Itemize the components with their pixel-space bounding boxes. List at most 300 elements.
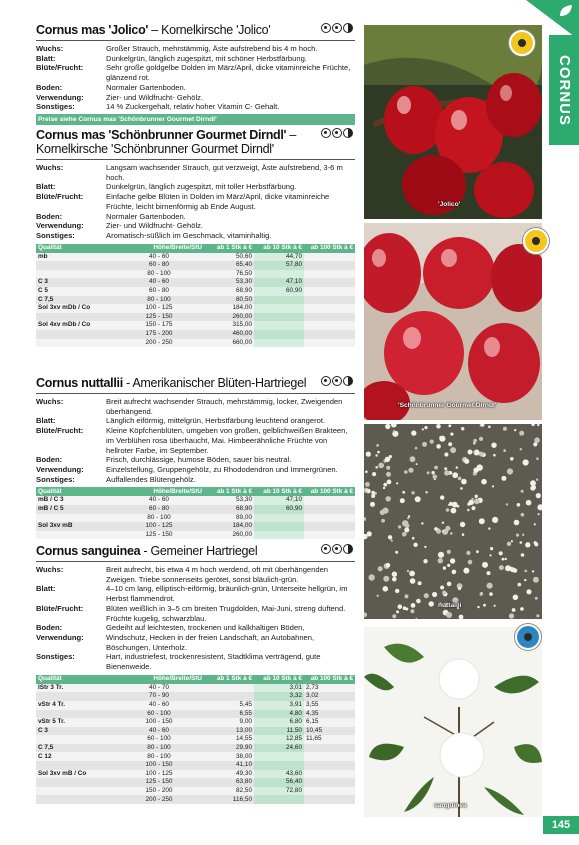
table-cell: 4,80 [254,710,304,719]
table-row [36,321,355,330]
title-german: - Gemeiner Hartriegel [140,544,258,558]
value-boden: Gedeiht auf leichtesten, trockenen und kalkhaltigen Böden, [106,623,305,633]
table-cell [304,744,355,753]
table-cell [36,270,114,279]
table-row [36,287,355,296]
label-verwendung: Verwendung: [36,92,84,102]
table-cell [36,330,114,339]
table-cell [304,787,355,796]
label-verwendung: Verwendung: [36,632,84,642]
table-cell [304,296,355,305]
table-cell: 53,30 [204,496,254,505]
value-sonstiges: Auffallendes Blütengehölz. [106,474,196,484]
table-cell: vStr 5 Tr. [36,718,114,727]
table-cell: 43,60 [254,770,304,779]
table-cell: 315,00 [204,321,254,330]
value-blatt: Länglich eiförmig, mittelgrün, Herbstfärbung leuchtend orangerot. [106,416,326,426]
table-cell: 200 - 250 [114,795,204,804]
table-cell: C 3 [36,278,114,287]
column-header-ab1: ab 1 Stk à € [204,487,254,496]
table-row [36,701,355,710]
table-cell [304,330,355,339]
column-header-qualitaet: Qualität [36,244,114,253]
table-cell: 9,00 [204,718,254,727]
table-cell: 3,01 [254,684,304,693]
table-cell [304,496,355,505]
photo-schoenbrunner [364,223,542,420]
table-cell: C 5 [36,287,114,296]
table-cell [304,278,355,287]
table-cell: 260,00 [204,531,254,540]
sun-icon [332,23,342,33]
table-cell: 80 - 100 [114,270,204,279]
location-symbols [321,376,353,386]
table-row [36,330,355,339]
table-cell: 40 - 70 [114,684,204,693]
sun-icon [321,128,331,138]
table-cell [254,296,304,305]
table-cell: 29,90 [204,744,254,753]
table-cell: 40 - 60 [114,253,204,262]
column-header-ab1: ab 1 Stk à € [204,244,254,253]
table-cell: 80 - 100 [114,752,204,761]
column-header-ab10: ab 10 Stk à € [254,244,304,253]
label-boden: Boden: [36,623,63,633]
table-row [36,296,355,305]
table-cell: 2,73 [304,684,355,693]
table-cell: 68,90 [204,287,254,296]
table-cell: 40 - 60 [114,278,204,287]
table-cell: 70 - 90 [114,692,204,701]
photo-sanguinea [364,627,542,817]
table-cell: 11,65 [304,735,355,744]
value-boden: Normaler Gartenboden. [106,211,186,221]
table-cell: 89,00 [204,514,254,523]
label-wuchs: Wuchs: [36,565,64,574]
table-cell: 100 - 150 [114,761,204,770]
table-cell: 47,10 [254,278,304,287]
table-cell [36,735,114,744]
title-latin: Cornus nuttallii [36,376,123,390]
properties [36,163,355,241]
table-cell: 38,00 [204,752,254,761]
column-header-ab10: ab 10 Stk à € [254,675,304,684]
table-cell: vStr 4 Tr. [36,701,114,710]
label-sonstiges: Sonstiges: [36,230,75,240]
properties [36,44,355,112]
location-symbols [321,128,353,138]
table-cell: 13,00 [204,727,254,736]
table-cell: 68,90 [204,505,254,514]
table-row [36,795,355,804]
table-cell [254,321,304,330]
table-cell: Sol 4xv mDb / Co [36,321,114,330]
value-bluete: Blüten weißlich in 3–5 cm breiten Trugdolden, Mai-Juni, streng duftend. Früchte kugelig, schwarzblau. [106,603,346,623]
product-title [36,23,355,37]
label-blatt: Blatt: [36,416,56,426]
column-header-ab1: ab 1 Stk à € [204,675,254,684]
table-cell: 80 - 100 [114,296,204,305]
table-cell [304,261,355,270]
table-cell [36,261,114,270]
table-row [36,270,355,279]
table-cell: 63,80 [204,778,254,787]
table-cell: 660,00 [204,339,254,348]
label-bluete: Blüte/Frucht: [36,63,84,73]
column-header-ab10: ab 10 Stk à € [254,487,304,496]
table-row [36,531,355,540]
table-cell: 56,40 [254,778,304,787]
table-row [36,692,355,701]
table-row [36,752,355,761]
table-cell [304,287,355,296]
section-tab-label [549,35,579,145]
table-cell: 3,02 [304,692,355,701]
table-cell: 12,85 [254,735,304,744]
table-row [36,770,355,779]
value-wuchs: Großer Strauch, mehrstämmig, Äste aufstrebend bis 4 m hoch. [106,44,318,53]
sun-icon [332,128,342,138]
price-table [36,244,355,348]
photo-nuttallii [364,424,542,619]
table-cell: 50,60 [204,253,254,262]
table-cell [304,778,355,787]
label-verwendung: Verwendung: [36,221,84,231]
location-symbols [321,544,353,554]
half-shade-icon [343,128,353,138]
value-boden: Frisch, durchlässige, humose Böden, sauer bis neutral. [106,455,292,465]
product-title [36,128,355,156]
price-note: Preise siehe Cornus mas 'Schönbrunner Gourmet Dirndl' [36,114,355,125]
table-cell: 49,30 [204,770,254,779]
column-header-qualitaet: Qualität [36,675,114,684]
table-cell: 4,35 [304,710,355,719]
table-row [36,261,355,270]
product-jolico [36,23,355,125]
table-row [36,313,355,322]
table-cell: 60,90 [254,505,304,514]
column-header-ab100: ab 100 Stk à € [304,487,355,496]
hartriegel-photo [364,627,542,817]
table-cell [36,787,114,796]
label-verwendung: Verwendung: [36,464,84,474]
label-sonstiges: Sonstiges: [36,102,75,112]
table-cell [304,321,355,330]
title-latin: Cornus sanguinea [36,544,141,558]
label-boden: Boden: [36,82,63,92]
table-cell: mB / C 3 [36,496,114,505]
value-sonstiges: Aromatisch-süßlich im Geschmack, vitaminhaltig. [106,230,272,240]
product-schoenbrunner [36,128,355,347]
table-cell [304,795,355,804]
table-cell: 184,00 [204,304,254,313]
award-badge-icon [509,30,535,56]
product-title [36,376,355,390]
table-row [36,253,355,262]
table-cell [254,531,304,540]
value-verwendung: Windschutz, Hecken in der freien Landschaft, an Autobahnen, Böschungen, Unterholz. [106,632,315,652]
table-row [36,710,355,719]
table-cell [304,339,355,348]
table-cell: 3,55 [304,701,355,710]
table-cell: C 3 [36,727,114,736]
value-verwendung: Einzelstellung, Gruppengehölz, zu Rhododendron und Immergrünen. [106,464,338,474]
table-cell: 100 - 125 [114,304,204,313]
table-cell: 184,00 [204,522,254,531]
table-cell: 100 - 125 [114,522,204,531]
value-bluete: Sehr große goldgelbe Dolden im März/April, dicke vitaminreiche Früchte, glänzend rot. [106,63,351,83]
table-cell: 80 - 100 [114,744,204,753]
label-wuchs: Wuchs: [36,44,64,53]
table-cell: 65,40 [204,261,254,270]
value-verwendung: Zier- und Wildfrucht- Gehölz. [106,221,204,231]
table-cell [36,531,114,540]
table-row [36,787,355,796]
table-cell: 60 - 100 [114,735,204,744]
table-cell: 24,60 [254,744,304,753]
table-cell: 11,50 [254,727,304,736]
divider [36,159,355,160]
table-cell: Sol 3xv mB [36,522,114,531]
table-cell [204,692,254,701]
table-cell: 40 - 60 [114,727,204,736]
table-cell: 60 - 80 [114,505,204,514]
label-boden: Boden: [36,211,63,221]
table-cell: 53,30 [204,278,254,287]
label-blatt: Blatt: [36,53,56,63]
sun-icon [332,376,342,386]
label-wuchs: Wuchs: [36,163,64,172]
table-cell [254,304,304,313]
product-sanguinea [36,544,355,804]
value-sonstiges: 14 % Zuckergehalt, relativ hoher Vitamin C- Gehalt. [106,102,280,112]
location-symbols [321,23,353,33]
divider [36,561,355,562]
table-cell [36,778,114,787]
table-cell: mb [36,253,114,262]
sun-icon [321,376,331,386]
table-cell [304,514,355,523]
value-sonstiges: Hart, industriefest, trockenresistent, Stadtklima verträgend, gute Bienenweide. [106,652,321,672]
page-number: 145 [543,816,579,834]
value-blatt: 4–10 cm lang, elliptisch-eiförmig, bräunlich-grün, Unterseite hellgrün, im Herbst flammendrot. [106,584,348,604]
table-cell [204,684,254,693]
properties [36,565,355,672]
table-row [36,514,355,523]
table-cell [254,339,304,348]
table-row [36,735,355,744]
table-cell: 80 - 100 [114,514,204,523]
table-cell: mB / C 5 [36,505,114,514]
table-cell [254,522,304,531]
price-table [36,487,355,539]
table-cell [304,505,355,514]
table-header-row [36,675,355,684]
table-cell: 6,15 [304,718,355,727]
value-wuchs: Breit aufrecht, bis etwa 4 m hoch werdend, oft mit überhängenden Zweigen. Triebe sonnenseits gerötet, sonst bläulich-grün. [106,565,329,584]
table-cell: 125 - 150 [114,778,204,787]
table-cell [304,313,355,322]
table-cell: 60 - 80 [114,287,204,296]
table-cell [254,330,304,339]
section-tab-text: CORNUS [555,54,573,126]
table-cell: 6,80 [254,718,304,727]
table-cell: 3,32 [254,692,304,701]
label-boden: Boden: [36,455,63,465]
table-cell: 14,55 [204,735,254,744]
table-cell: 150 - 175 [114,321,204,330]
table-cell [36,692,114,701]
table-cell: 260,00 [204,313,254,322]
table-cell: 60,90 [254,287,304,296]
table-header-row [36,244,355,253]
photo-caption: sanguinea [434,802,467,809]
table-cell: 80,50 [204,296,254,305]
column-header-hoehe: Höhe/Breite/StU [114,487,204,496]
table-cell [36,761,114,770]
column-header-hoehe: Höhe/Breite/StU [114,675,204,684]
value-verwendung: Zier- und Wildfrucht- Gehölz. [106,92,204,102]
photo-caption: 'Schönbrunner Gourmet Dirndl' [398,402,497,409]
table-cell [254,313,304,322]
sun-icon [321,23,331,33]
table-row [36,744,355,753]
award-badge-icon [523,228,549,254]
table-cell: 125 - 150 [114,531,204,540]
table-cell: 72,80 [254,787,304,796]
table-cell: lStr 3 Tr. [36,684,114,693]
table-row [36,522,355,531]
leaf-icon [558,4,574,18]
table-cell: C 7,5 [36,296,114,305]
table-cell: 44,70 [254,253,304,262]
cherry-photo [364,223,542,420]
table-cell [36,313,114,322]
table-row [36,505,355,514]
table-cell: 100 - 125 [114,770,204,779]
value-boden: Normaler Gartenboden. [106,82,186,92]
value-blatt: Dunkelgrün, länglich zugespitzt, mit toller Herbstfärbung. [106,182,297,192]
table-cell [254,270,304,279]
table-cell [36,795,114,804]
value-blatt: Dunkelgrün, länglich zugespitzt, mit schöner Herbstfärbung. [106,53,307,63]
table-cell: C 7,5 [36,744,114,753]
table-header-row [36,487,355,496]
table-cell: 116,50 [204,795,254,804]
product-title [36,544,355,558]
award-badge-icon [515,624,541,650]
column-header-ab100: ab 100 Stk à € [304,675,355,684]
table-cell [36,710,114,719]
column-header-hoehe: Höhe/Breite/StU [114,244,204,253]
table-row [36,278,355,287]
table-cell: 47,10 [254,496,304,505]
table-row [36,304,355,313]
table-row [36,684,355,693]
table-cell: 6,55 [204,710,254,719]
column-header-qualitaet: Qualität [36,487,114,496]
half-shade-icon [343,376,353,386]
table-row [36,718,355,727]
table-cell [36,514,114,523]
blossom-photo [364,424,542,619]
sun-icon [332,544,342,554]
table-cell: 460,00 [204,330,254,339]
table-cell: Sol 3xv mDb / Co [36,304,114,313]
table-cell: C 12 [36,752,114,761]
table-cell: 10,45 [304,727,355,736]
table-row [36,761,355,770]
table-cell [36,339,114,348]
photo-caption: nuttallii [438,602,462,609]
value-wuchs: Langsam wachsender Strauch, gut verzweigt, Äste aufstrebend, 3-6 m hoch. [106,163,343,182]
table-cell [254,795,304,804]
title-latin: Cornus mas 'Jolico' [36,23,149,37]
title-latin: Cornus mas 'Schönbrunner Gourmet Dirndl' [36,128,287,142]
value-bluete: Kleine Köpfchenblüten, umgeben von großen, gelblichweißen Brakteen, im Verblühen rosa überhaucht, Mai. Himbeerähnliche Früchte von hellroter Farbe, im September. [106,426,348,455]
table-cell [304,522,355,531]
sun-icon [321,544,331,554]
table-cell: 3,91 [254,701,304,710]
table-cell [304,304,355,313]
table-cell [254,514,304,523]
table-cell: Sol 3xv mB / Co [36,770,114,779]
divider [36,40,355,41]
table-cell [304,770,355,779]
value-bluete: Einfache gelbe Blüten in Dolden im März/April, dicke vitaminreiche Früchte, leicht birnenförmig ab Ende August. [106,192,330,211]
table-cell [304,253,355,262]
table-cell [254,761,304,770]
table-cell [304,531,355,540]
label-bluete: Blüte/Frucht: [36,426,84,436]
table-cell: 40 - 60 [114,496,204,505]
table-row [36,496,355,505]
product-nuttallii [36,376,355,539]
table-cell: 41,10 [204,761,254,770]
label-sonstiges: Sonstiges: [36,652,75,662]
table-cell: 76,50 [204,270,254,279]
table-row [36,778,355,787]
table-cell [254,752,304,761]
table-cell: 60 - 100 [114,710,204,719]
table-cell: 5,45 [204,701,254,710]
table-cell [304,270,355,279]
divider [36,393,355,394]
table-cell: 82,50 [204,787,254,796]
table-cell: 175 - 200 [114,330,204,339]
table-cell: 150 - 200 [114,787,204,796]
label-bluete: Blüte/Frucht: [36,603,84,613]
label-blatt: Blatt: [36,182,56,192]
table-cell [304,761,355,770]
label-blatt: Blatt: [36,584,56,594]
table-cell [304,752,355,761]
title-german: - Amerikanischer Blüten-Hartriegel [122,376,307,390]
price-table [36,675,355,804]
table-cell: 60 - 80 [114,261,204,270]
title-german: – Kornelkirsche 'Schönbrunner Gourmet Dirndl' [36,128,297,156]
label-sonstiges: Sonstiges: [36,474,75,484]
table-cell: 200 - 250 [114,339,204,348]
table-row [36,339,355,348]
label-wuchs: Wuchs: [36,397,64,406]
half-shade-icon [343,23,353,33]
column-header-ab100: ab 100 Stk à € [304,244,355,253]
label-bluete: Blüte/Frucht: [36,192,84,202]
title-german: – Kornelkirsche 'Jolico' [148,23,271,37]
table-cell: 40 - 60 [114,701,204,710]
properties [36,397,355,484]
